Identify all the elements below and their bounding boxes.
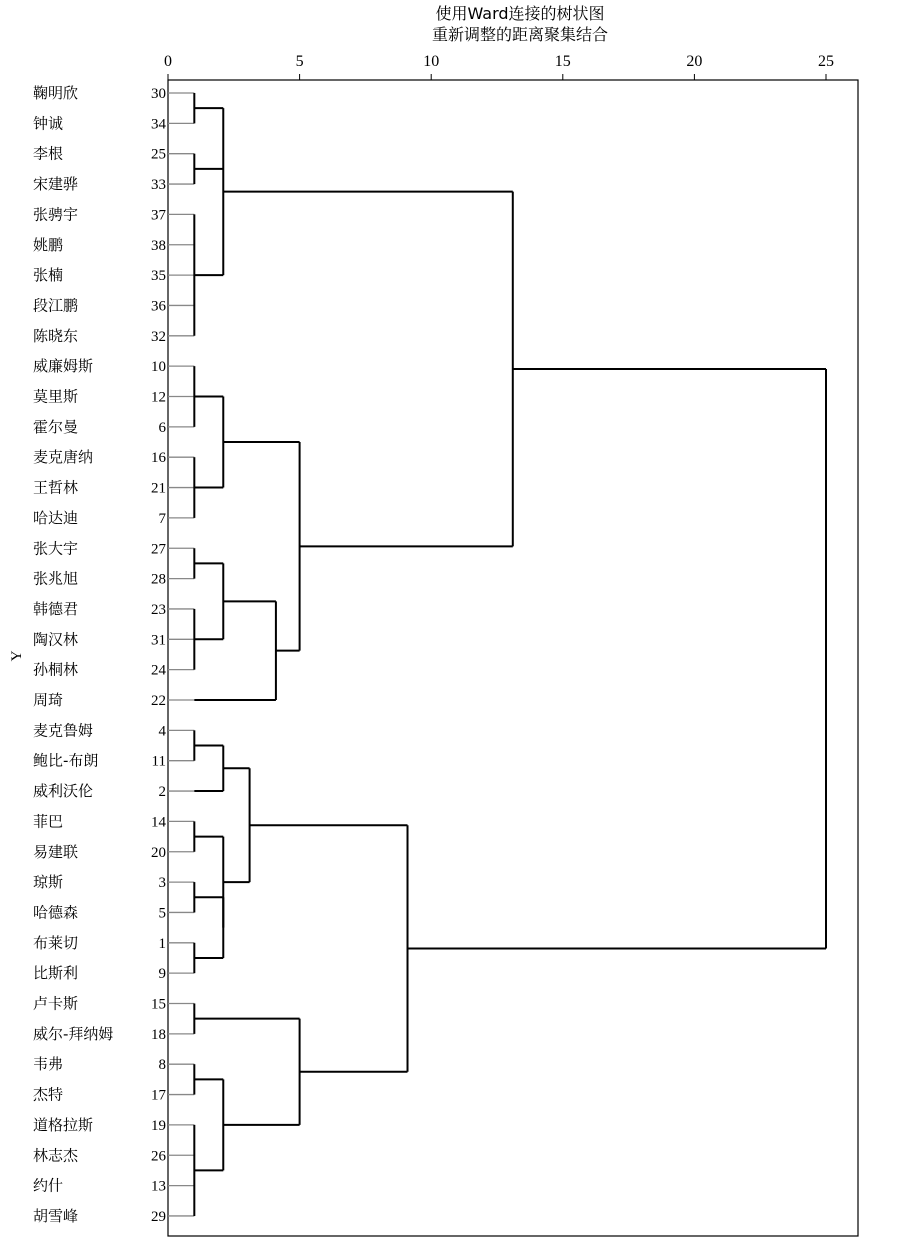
leaf-name: 孙桐林 <box>33 660 79 679</box>
leaf-stubs <box>168 93 194 1216</box>
leaf-name: 张骋宇 <box>33 205 79 224</box>
leaf-id: 28 <box>151 571 166 588</box>
leaf-name: 霍尔曼 <box>33 417 79 436</box>
leaf-name: 钟诚 <box>33 114 64 133</box>
leaf-name: 鲍比-布朗 <box>33 751 99 770</box>
leaf-id: 7 <box>158 510 166 527</box>
leaf-id: 19 <box>151 1117 166 1134</box>
leaf-id: 17 <box>151 1087 166 1104</box>
leaf-id: 5 <box>158 905 166 922</box>
x-tick-label: 5 <box>295 53 304 70</box>
leaf-id: 26 <box>151 1148 166 1165</box>
leaf-name: 道格拉斯 <box>33 1115 94 1134</box>
leaf-id: 3 <box>158 875 166 892</box>
leaf-id: 9 <box>158 966 166 983</box>
leaf-id: 12 <box>151 389 166 406</box>
leaf-name: 哈德森 <box>33 903 79 922</box>
leaf-id: 33 <box>151 177 166 194</box>
leaf-id: 6 <box>158 419 166 436</box>
leaf-name: 段江鹏 <box>33 296 79 315</box>
leaf-id: 20 <box>151 844 166 861</box>
leaf-name: 比斯利 <box>33 964 79 983</box>
leaf-id: 34 <box>151 116 166 133</box>
leaf-name: 威尔-拜纳姆 <box>33 1024 114 1043</box>
x-tick-label: 25 <box>818 53 834 70</box>
leaf-name: 莫里斯 <box>33 387 79 406</box>
leaf-name: 哈达迪 <box>33 508 79 527</box>
leaf-name: 陶汉林 <box>33 630 79 649</box>
leaf-id: 15 <box>151 996 166 1013</box>
leaf-labels <box>33 84 167 1225</box>
leaf-name: 张大宇 <box>33 539 79 558</box>
leaf-name: 卢卡斯 <box>33 994 79 1013</box>
leaf-id: 2 <box>158 784 166 801</box>
leaf-id: 8 <box>158 1057 166 1074</box>
y-axis-label: Y <box>9 650 25 662</box>
leaf-name: 布莱切 <box>33 933 79 952</box>
leaf-name: 约什 <box>33 1176 64 1195</box>
leaf-name: 杰特 <box>33 1085 64 1104</box>
leaf-name: 张兆旭 <box>33 569 79 588</box>
leaf-id: 25 <box>151 146 166 163</box>
leaf-name: 周琦 <box>33 691 64 709</box>
leaf-name: 韦弗 <box>33 1055 64 1074</box>
leaf-id: 4 <box>158 723 166 740</box>
leaf-id: 38 <box>151 237 166 254</box>
leaf-id: 27 <box>151 541 166 558</box>
leaf-id: 23 <box>151 601 166 618</box>
leaf-name: 林志杰 <box>33 1146 79 1165</box>
x-tick-label: 20 <box>686 53 703 70</box>
leaf-id: 29 <box>151 1208 166 1225</box>
leaf-id: 14 <box>151 814 166 831</box>
leaf-id: 21 <box>151 480 166 497</box>
leaf-name: 陈晓东 <box>33 326 79 345</box>
leaf-name: 易建联 <box>33 842 79 861</box>
leaf-name: 韩德君 <box>33 599 79 618</box>
leaf-name: 宋建骅 <box>33 175 79 194</box>
leaf-id: 30 <box>151 86 166 102</box>
leaf-name: 威廉姆斯 <box>33 357 94 376</box>
leaf-id: 18 <box>151 1026 166 1043</box>
x-tick-label: 15 <box>554 53 571 70</box>
leaf-id: 36 <box>151 298 166 315</box>
leaf-id: 35 <box>151 268 166 285</box>
leaf-name: 姚鹏 <box>33 235 64 254</box>
leaf-id: 31 <box>151 632 166 649</box>
leaf-id: 37 <box>151 207 166 224</box>
leaf-name: 鞠明欣 <box>33 84 79 102</box>
x-axis-ticks <box>164 53 834 80</box>
leaf-name: 麦克唐纳 <box>33 448 94 467</box>
leaf-name: 李根 <box>33 144 64 163</box>
dendrogram-links <box>194 93 826 1216</box>
x-tick-label: 10 <box>423 53 440 70</box>
chart-title: 使用Ward连接的树状图 <box>435 4 605 23</box>
leaf-id: 22 <box>151 693 166 709</box>
leaf-name: 琼斯 <box>33 873 64 892</box>
chart-subtitle: 重新调整的距离聚集结合 <box>431 25 609 44</box>
leaf-name: 菲巴 <box>33 812 64 831</box>
leaf-name: 胡雪峰 <box>33 1206 79 1225</box>
leaf-id: 11 <box>151 753 166 770</box>
leaf-id: 13 <box>151 1178 166 1195</box>
leaf-name: 张楠 <box>33 266 64 285</box>
leaf-name: 麦克鲁姆 <box>33 721 94 740</box>
x-tick-label: 0 <box>164 53 172 70</box>
leaf-id: 10 <box>151 359 166 376</box>
leaf-name: 王哲林 <box>33 478 79 497</box>
leaf-id: 1 <box>158 935 166 952</box>
leaf-name: 威利沃伦 <box>33 782 94 801</box>
leaf-id: 24 <box>151 662 166 679</box>
leaf-id: 32 <box>151 328 166 345</box>
leaf-id: 16 <box>151 450 166 467</box>
